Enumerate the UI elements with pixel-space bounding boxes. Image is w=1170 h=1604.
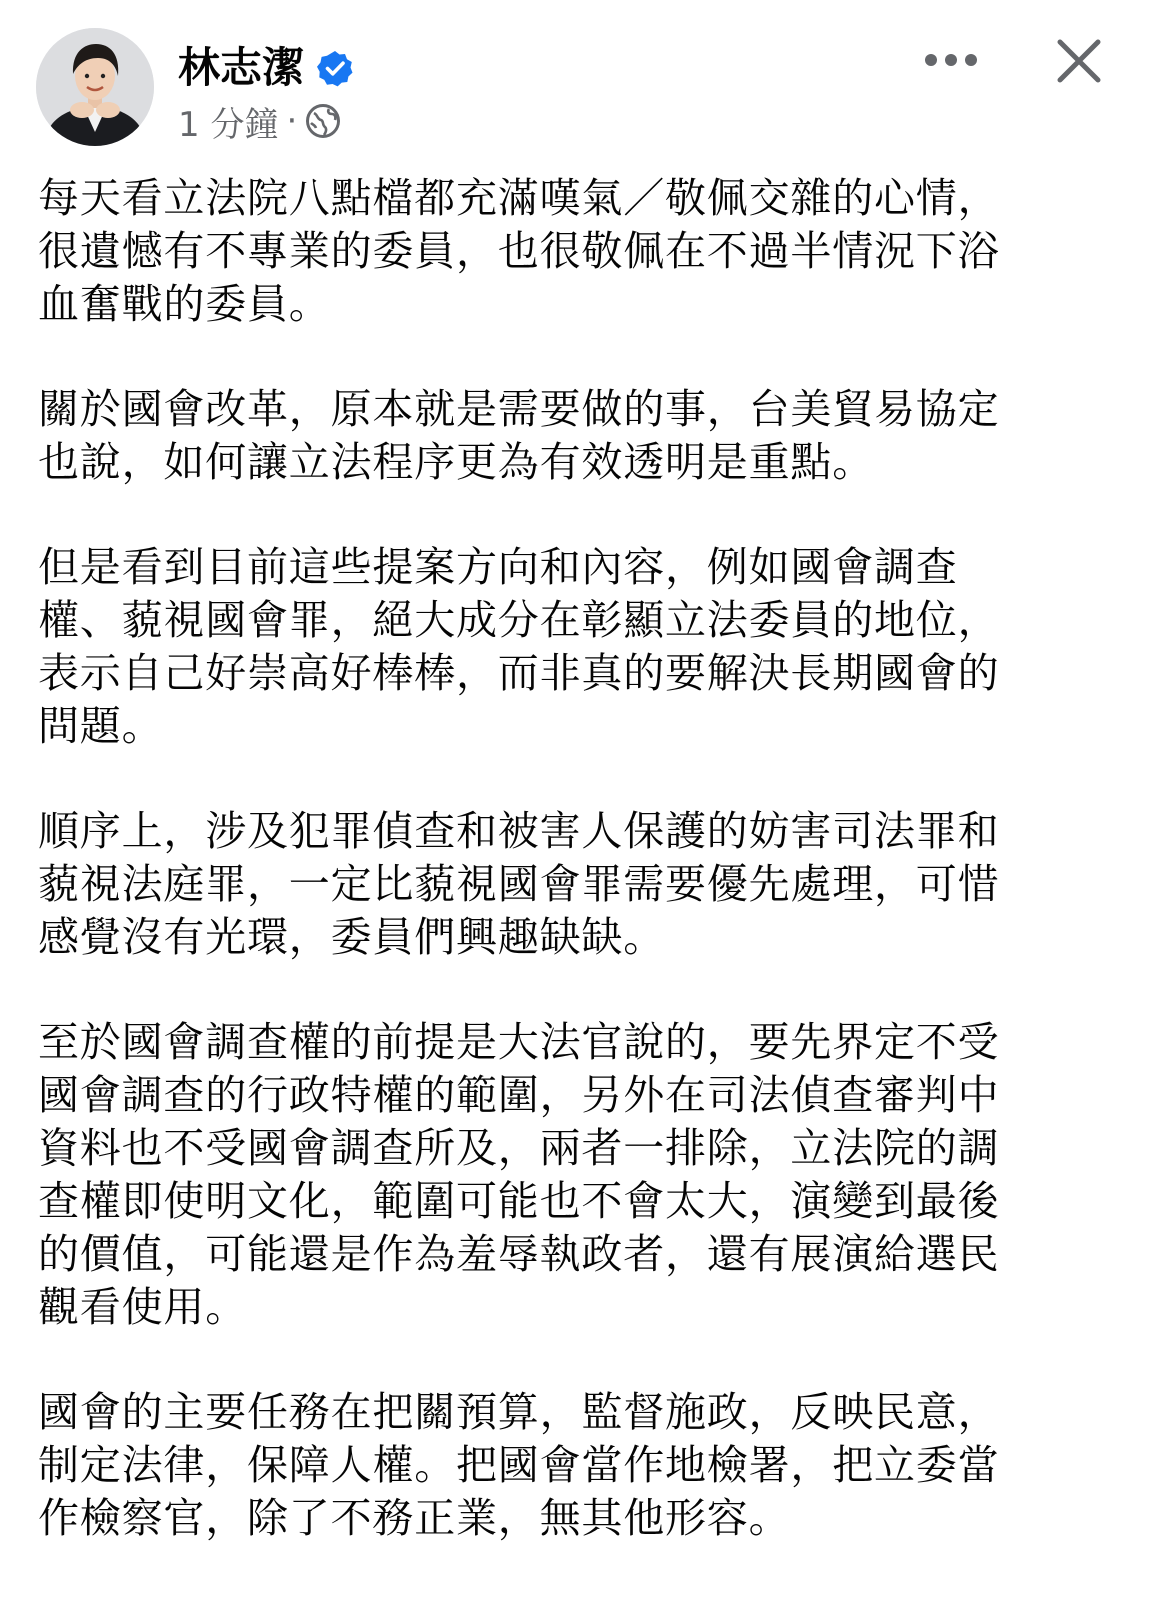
author-name-row — [178, 40, 354, 96]
more-options-icon — [923, 52, 979, 72]
close-button[interactable] — [1046, 30, 1112, 96]
post-timestamp[interactable]: 1 分鐘 — [178, 104, 279, 145]
author-name[interactable]: 林志潔 — [178, 43, 305, 92]
post-paragraph: 每天看立法院八點檔都充滿嘆氣／敬佩交雜的心情， 很遺憾有不專業的委員，也很敬佩在不過半情況下浴 血奮戰的委員。 — [38, 174, 1000, 328]
post-paragraph: 國會的主要任務在把關預算，監督施政，反映民意， 制定法律，保障人權。把國會當作地檢署，把立委當 作檢察官，除了不務正業，無其他形容。 — [38, 1388, 1000, 1542]
author-avatar[interactable] — [36, 28, 154, 146]
post-paragraph: 但是看到目前這些提案方向和內容，例如國會調查 權、藐視國會罪，絕大成分在彰顯立法委員的地位， 表示自己好崇高好棒棒，而非真的要解決長期國會的 問題。 — [38, 543, 1000, 750]
post-body — [38, 172, 1068, 1597]
more-options-button[interactable] — [916, 34, 986, 90]
post-paragraph: 至於國會調查權的前提是大法官說的，要先界定不受 國會調查的行政特權的範圍，另外在司法偵查審判中 資料也不受國會調查所及，兩者一排除，立法院的調 查權即使明文化，範圍可能也不會太大，演變到最後 的價值，可能還是作為羞辱執政者，還有展演給選民 觀看使用。 — [38, 1018, 1000, 1331]
post-meta — [178, 98, 341, 144]
post-paragraph: 順序上，涉及犯罪偵查和被害人保護的妨害司法罪和 藐視法庭罪，一定比藐視國會罪需要優先處理，可惜 感覺沒有光環，委員們興趣缺缺。 — [38, 807, 1000, 961]
verified-badge-icon — [316, 49, 354, 87]
globe-icon[interactable] — [305, 103, 341, 139]
post-header — [0, 0, 1170, 160]
meta-separator: · — [286, 101, 298, 141]
close-icon — [1054, 36, 1104, 90]
post-paragraph: 關於國會改革，原本就是需要做的事，台美貿易協定 也說，如何讓立法程序更為有效透明是重點。 — [38, 385, 1000, 486]
